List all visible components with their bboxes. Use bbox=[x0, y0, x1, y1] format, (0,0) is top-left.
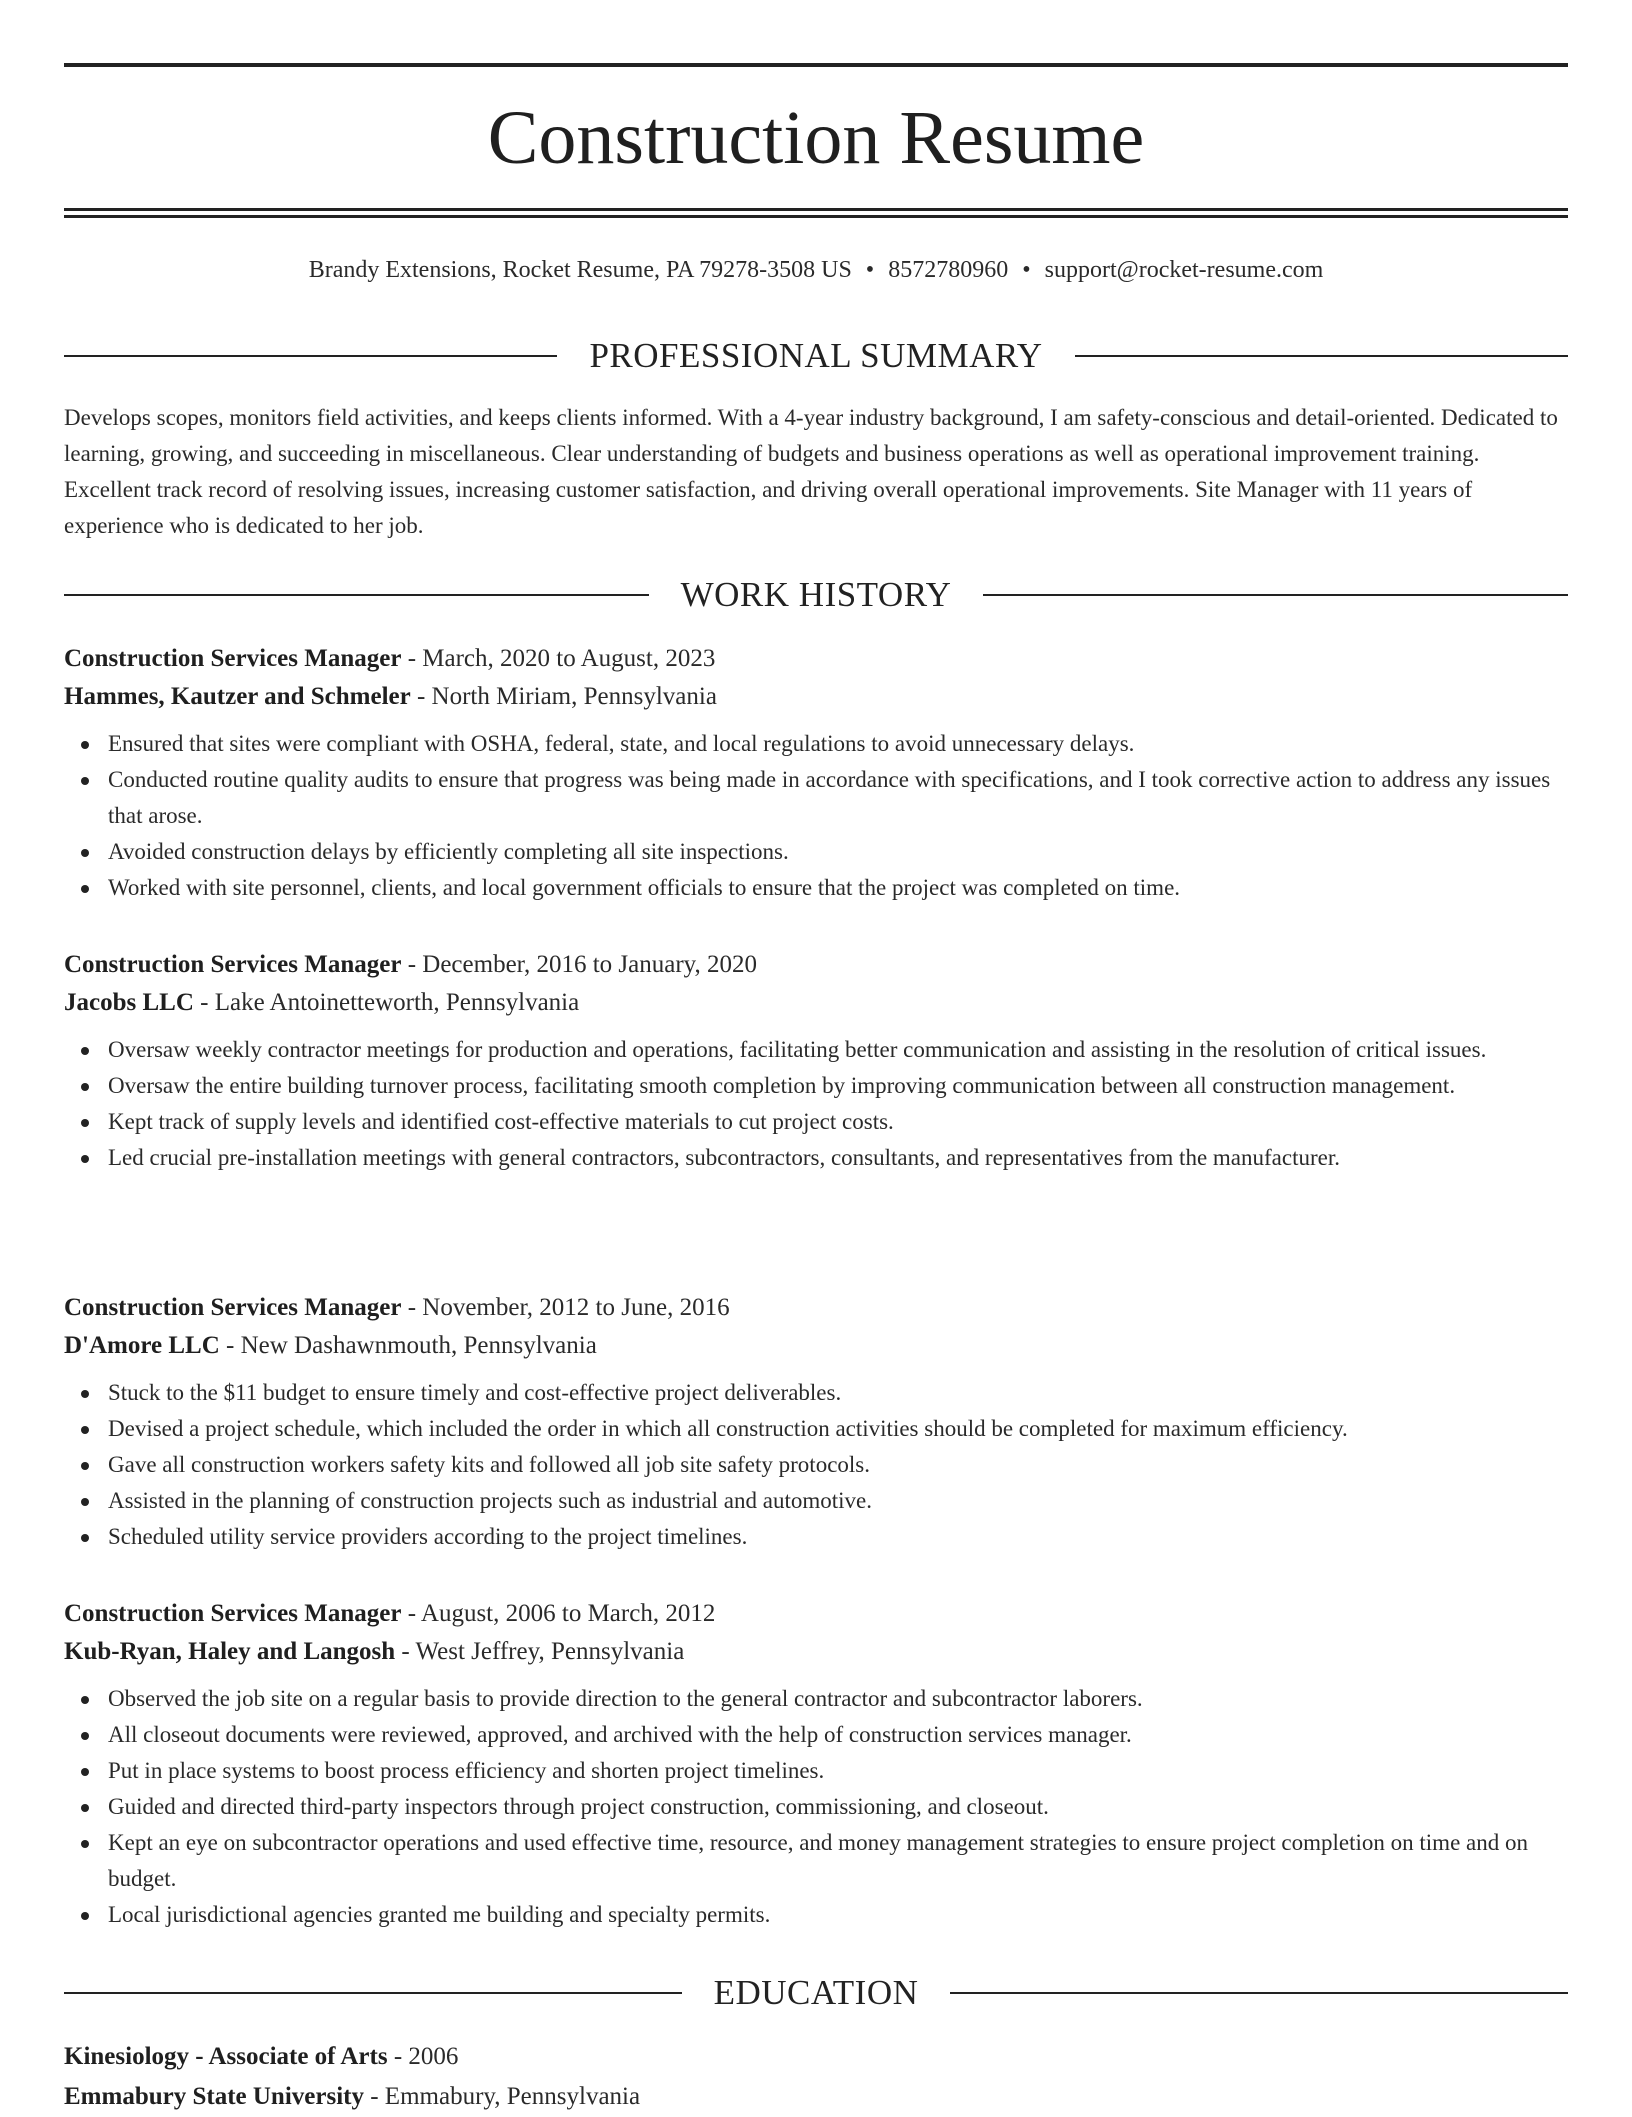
job-company-line bbox=[64, 1633, 1568, 1671]
job-bullets bbox=[64, 1681, 1568, 1933]
list-item bbox=[108, 1140, 1568, 1176]
bullet-icon bbox=[81, 1155, 89, 1163]
section-heading-work-history bbox=[64, 573, 1568, 617]
education-year: - 2006 bbox=[387, 2043, 459, 2070]
bullet-text: Conducted routine quality audits to ensure that progress was being made in accordance with specifications, and I took corrective action to address any issues that arose. bbox=[108, 767, 1551, 828]
bullet-icon bbox=[81, 1534, 89, 1542]
education-location: - Emmabury, Pennsylvania bbox=[363, 2083, 641, 2110]
job-location: - Lake Antoinetteworth, Pennsylvania bbox=[193, 989, 580, 1016]
bullet-text: Avoided construction delays by efficiently completing all site inspections. bbox=[108, 839, 789, 864]
list-item bbox=[108, 1753, 1568, 1789]
job-bullets bbox=[64, 1032, 1568, 1176]
bullet-icon bbox=[81, 1498, 89, 1506]
job-bullets bbox=[64, 1375, 1568, 1555]
education-school-line bbox=[64, 2077, 1568, 2117]
bullet-icon bbox=[81, 1732, 89, 1740]
bullet-icon bbox=[81, 1804, 89, 1812]
education-degree: Kinesiology - Associate of Arts bbox=[64, 2043, 388, 2070]
resume-title: Construction Resume bbox=[487, 96, 1145, 180]
bullet-icon bbox=[81, 1912, 89, 1920]
list-item bbox=[108, 1483, 1568, 1519]
job-company-line bbox=[64, 678, 1568, 716]
bullet-text: Put in place systems to boost process efficiency and shorten project timelines. bbox=[108, 1758, 825, 1783]
heading-rule-left bbox=[64, 1992, 682, 1994]
job-dates: - December, 2016 to January, 2020 bbox=[401, 951, 758, 978]
bullet-icon bbox=[81, 1083, 89, 1091]
bullet-icon bbox=[81, 741, 89, 749]
job-title: Construction Services Manager bbox=[64, 1294, 402, 1321]
bullet-text: Devised a project schedule, which included the order in which all construction activities should be completed for maximum efficiency. bbox=[108, 1416, 1348, 1441]
job-company: Kub-Ryan, Haley and Langosh bbox=[64, 1638, 396, 1665]
bullet-text: Stuck to the $11 budget to ensure timely and cost-effective project deliverables. bbox=[108, 1380, 842, 1405]
education-school: Emmabury State University bbox=[64, 2083, 364, 2110]
title-underline-rule bbox=[64, 215, 1568, 218]
job-title: Construction Services Manager bbox=[64, 1600, 402, 1627]
bullet-text: Scheduled utility service providers according to the project timelines. bbox=[108, 1524, 748, 1549]
heading-rule-right bbox=[1075, 355, 1568, 357]
job-dates: - March, 2020 to August, 2023 bbox=[401, 645, 716, 672]
bullet-text: Gave all construction workers safety kits and followed all job site safety protocols. bbox=[108, 1452, 870, 1477]
contact-address: Brandy Extensions, Rocket Resume, PA 79278-3508 US bbox=[308, 257, 852, 283]
list-item bbox=[108, 726, 1568, 762]
contact-line bbox=[64, 252, 1568, 288]
bullet-icon bbox=[81, 1840, 89, 1848]
professional-summary-text: Develops scopes, monitors field activities, and keeps clients informed. With a 4-year industry background, I am safety-conscious and detail-oriented. Dedicated to learning, growing, and succeeding in miscellaneous. Clear understanding of budgets and business operations as well as operational improvement training. Excellent track record of resolving issues, increasing customer satisfaction, and driving overall operational improvements. Site Manager with 11 years of experience who is dedicated to her job. bbox=[64, 405, 1558, 538]
job-title: Construction Services Manager bbox=[64, 645, 402, 672]
job-company-line bbox=[64, 1327, 1568, 1365]
list-item bbox=[108, 1681, 1568, 1717]
list-item bbox=[108, 1104, 1568, 1140]
section-heading-label: EDUCATION bbox=[713, 1973, 919, 2012]
list-item bbox=[108, 762, 1568, 834]
list-item bbox=[108, 1068, 1568, 1104]
job-location: - North Miriam, Pennsylvania bbox=[410, 683, 717, 710]
job-entry bbox=[64, 1595, 1568, 1933]
job-bullets bbox=[64, 726, 1568, 906]
bullet-icon bbox=[81, 885, 89, 893]
job-location: - West Jeffrey, Pennsylvania bbox=[395, 1638, 685, 1665]
bullet-icon bbox=[81, 1390, 89, 1398]
contact-phone: 8572780960 bbox=[888, 257, 1009, 283]
bullet-text: Oversaw the entire building turnover process, facilitating smooth completion by improving communication between all construction management. bbox=[108, 1073, 1456, 1098]
list-item bbox=[108, 1447, 1568, 1483]
job-company: Hammes, Kautzer and Schmeler bbox=[64, 683, 411, 710]
list-item bbox=[108, 834, 1568, 870]
bullet-icon bbox=[81, 849, 89, 857]
section-heading-label: WORK HISTORY bbox=[680, 575, 952, 614]
contact-email[interactable]: support@rocket-resume.com bbox=[1044, 257, 1324, 283]
list-item bbox=[108, 870, 1568, 906]
bullet-icon bbox=[81, 1426, 89, 1434]
heading-rule-right bbox=[983, 594, 1568, 596]
job-entry bbox=[64, 1289, 1568, 1555]
list-item bbox=[108, 1897, 1568, 1933]
bullet-text: Assisted in the planning of construction projects such as industrial and automotive. bbox=[108, 1488, 872, 1513]
job-company: D'Amore LLC bbox=[64, 1332, 220, 1359]
bullet-text: Led crucial pre-installation meetings with general contractors, subcontractors, consultants, and representatives from the manufacturer. bbox=[108, 1145, 1340, 1170]
list-item bbox=[108, 1825, 1568, 1897]
heading-rule-right bbox=[950, 1992, 1568, 1994]
contact-separator: • bbox=[865, 257, 875, 283]
bullet-icon bbox=[81, 1119, 89, 1127]
bullet-text: Guided and directed third-party inspectors through project construction, commissioning, and closeout. bbox=[108, 1794, 1049, 1819]
bullet-text: Kept an eye on subcontractor operations and used effective time, resource, and money management strategies to ensure project completion on time and on budget. bbox=[108, 1830, 1528, 1891]
job-dates: - November, 2012 to June, 2016 bbox=[401, 1294, 730, 1321]
list-item bbox=[108, 1411, 1568, 1447]
education-entry bbox=[64, 2037, 1568, 2117]
job-title-line bbox=[64, 1289, 1568, 1327]
bullet-icon bbox=[81, 1047, 89, 1055]
section-heading-label: PROFESSIONAL SUMMARY bbox=[589, 336, 1043, 375]
top-rule bbox=[64, 63, 1568, 67]
job-title-line bbox=[64, 946, 1568, 984]
job-entry bbox=[64, 640, 1568, 906]
section-heading-summary bbox=[64, 334, 1568, 378]
list-item bbox=[108, 1717, 1568, 1753]
job-location: - New Dashawnmouth, Pennsylvania bbox=[219, 1332, 597, 1359]
job-company: Jacobs LLC bbox=[64, 989, 194, 1016]
list-item bbox=[108, 1789, 1568, 1825]
job-title-line bbox=[64, 1595, 1568, 1633]
bullet-icon bbox=[81, 777, 89, 785]
bullet-icon bbox=[81, 1768, 89, 1776]
education-degree-line bbox=[64, 2037, 1568, 2077]
bullet-text: All closeout documents were reviewed, approved, and archived with the help of construction services manager. bbox=[108, 1722, 1132, 1747]
bullet-icon bbox=[81, 1462, 89, 1470]
bullet-text: Observed the job site on a regular basis to provide direction to the general contractor and subcontractor laborers. bbox=[108, 1686, 1143, 1711]
heading-rule-left bbox=[64, 355, 557, 357]
list-item bbox=[108, 1032, 1568, 1068]
contact-separator: • bbox=[1022, 257, 1031, 283]
job-entry bbox=[64, 946, 1568, 1176]
job-title: Construction Services Manager bbox=[64, 951, 402, 978]
bullet-icon bbox=[81, 1696, 89, 1704]
list-item bbox=[108, 1375, 1568, 1411]
heading-rule-left bbox=[64, 594, 649, 596]
bullet-text: Kept track of supply levels and identified cost-effective materials to cut project costs. bbox=[108, 1109, 894, 1134]
job-title-line bbox=[64, 640, 1568, 678]
bullet-text: Oversaw weekly contractor meetings for production and operations, facilitating better communication and assisting in the resolution of critical issues. bbox=[108, 1037, 1487, 1062]
list-item bbox=[108, 1519, 1568, 1555]
bullet-text: Local jurisdictional agencies granted me building and specialty permits. bbox=[108, 1902, 771, 1927]
section-heading-education bbox=[64, 1971, 1568, 2015]
job-company-line bbox=[64, 984, 1568, 1022]
title-underline-rule bbox=[64, 208, 1568, 211]
job-dates: - August, 2006 to March, 2012 bbox=[401, 1600, 716, 1627]
bullet-text: Worked with site personnel, clients, and local government officials to ensure that the project was completed on time. bbox=[108, 875, 1181, 900]
bullet-text: Ensured that sites were compliant with OSHA, federal, state, and local regulations to avoid unnecessary delays. bbox=[108, 731, 1135, 756]
